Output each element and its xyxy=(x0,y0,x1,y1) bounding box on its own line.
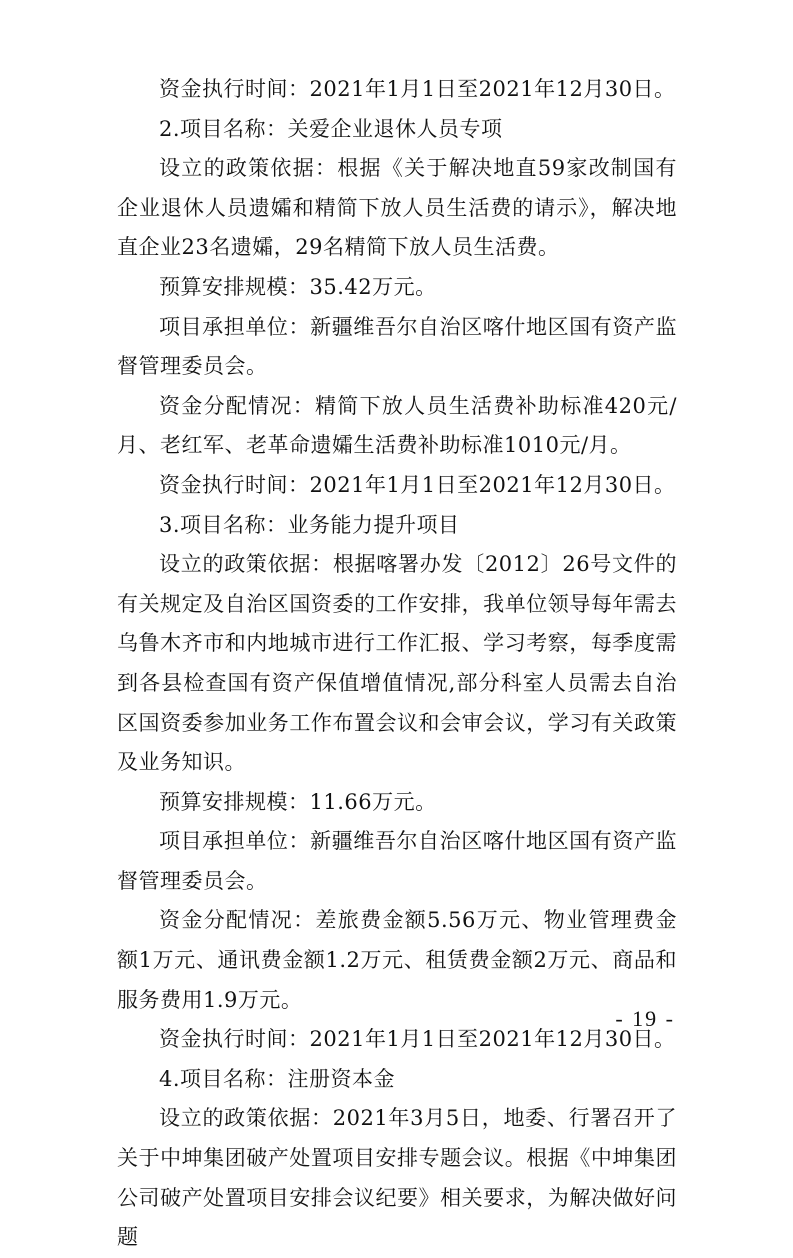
project-4-title: 4.项目名称：注册资本金 xyxy=(159,1066,396,1091)
paragraph-execution-time: 资金执行时间：2021年1月1日至2021年12月30日。 xyxy=(159,1027,676,1052)
paragraph-policy-basis: 设立的政策依据：根据喀署办发〔2012〕26号文件的有关规定及自治区国资委的工作安排，我单位领导每年需去乌鲁木齐市和内地城市进行工作汇报、学习考察，每季度需到各县检查国有资产保值增值情况,部分科室人员需去自治区国资委参加业务工作布置会议和会审会议，学习有关政策及业务知识。 xyxy=(117,552,677,775)
paragraph-policy-basis: 设立的政策依据：根据《关于解决地直59家改制国有企业退休人员遗孀和精简下放人员生活费的请示》，解决地直企业23名遗孀，29名精简下放人员生活费。 xyxy=(117,156,677,260)
paragraph-responsible-unit: 项目承担单位：新疆维吾尔自治区喀什地区国有资产监督管理委员会。 xyxy=(117,314,677,379)
paragraph-responsible-unit: 项目承担单位：新疆维吾尔自治区喀什地区国有资产监督管理委员会。 xyxy=(117,829,677,893)
paragraph-execution-time: 资金执行时间：2021年1月1日至2021年12月30日。 xyxy=(159,472,676,497)
page-number: - 19 - xyxy=(615,1006,675,1031)
paragraph-execution-time: 资金执行时间：2021年1月1日至2021年12月30日。 xyxy=(159,77,676,101)
body-text xyxy=(117,70,677,1258)
paragraph-budget-scale: 预算安排规模：35.42万元。 xyxy=(159,274,437,299)
paragraph-budget-scale: 预算安排规模：11.66万元。 xyxy=(159,789,437,814)
paragraph-fund-allocation: 资金分配情况：精简下放人员生活费补助标准420元/月、老红军、老革命遗孀生活费补助标准1010元/月。 xyxy=(117,393,677,458)
paragraph-fund-allocation: 资金分配情况：差旅费金额5.56万元、物业管理费金额1万元、通讯费金额1.2万元、租赁费金额2万元、商品和服务费用1.9万元。 xyxy=(117,908,677,1012)
project-2-title: 2.项目名称：关爱企业退休人员专项 xyxy=(159,116,503,141)
project-3-title: 3.项目名称：业务能力提升项目 xyxy=(159,512,460,537)
paragraph-policy-basis: 设立的政策依据：2021年3月5日，地委、行署召开了关于中坤集团破产处置项目安排专题会议。根据《中坤集团公司破产处置项目安排会议纪要》相关要求，为解决做好问题 xyxy=(117,1106,677,1250)
